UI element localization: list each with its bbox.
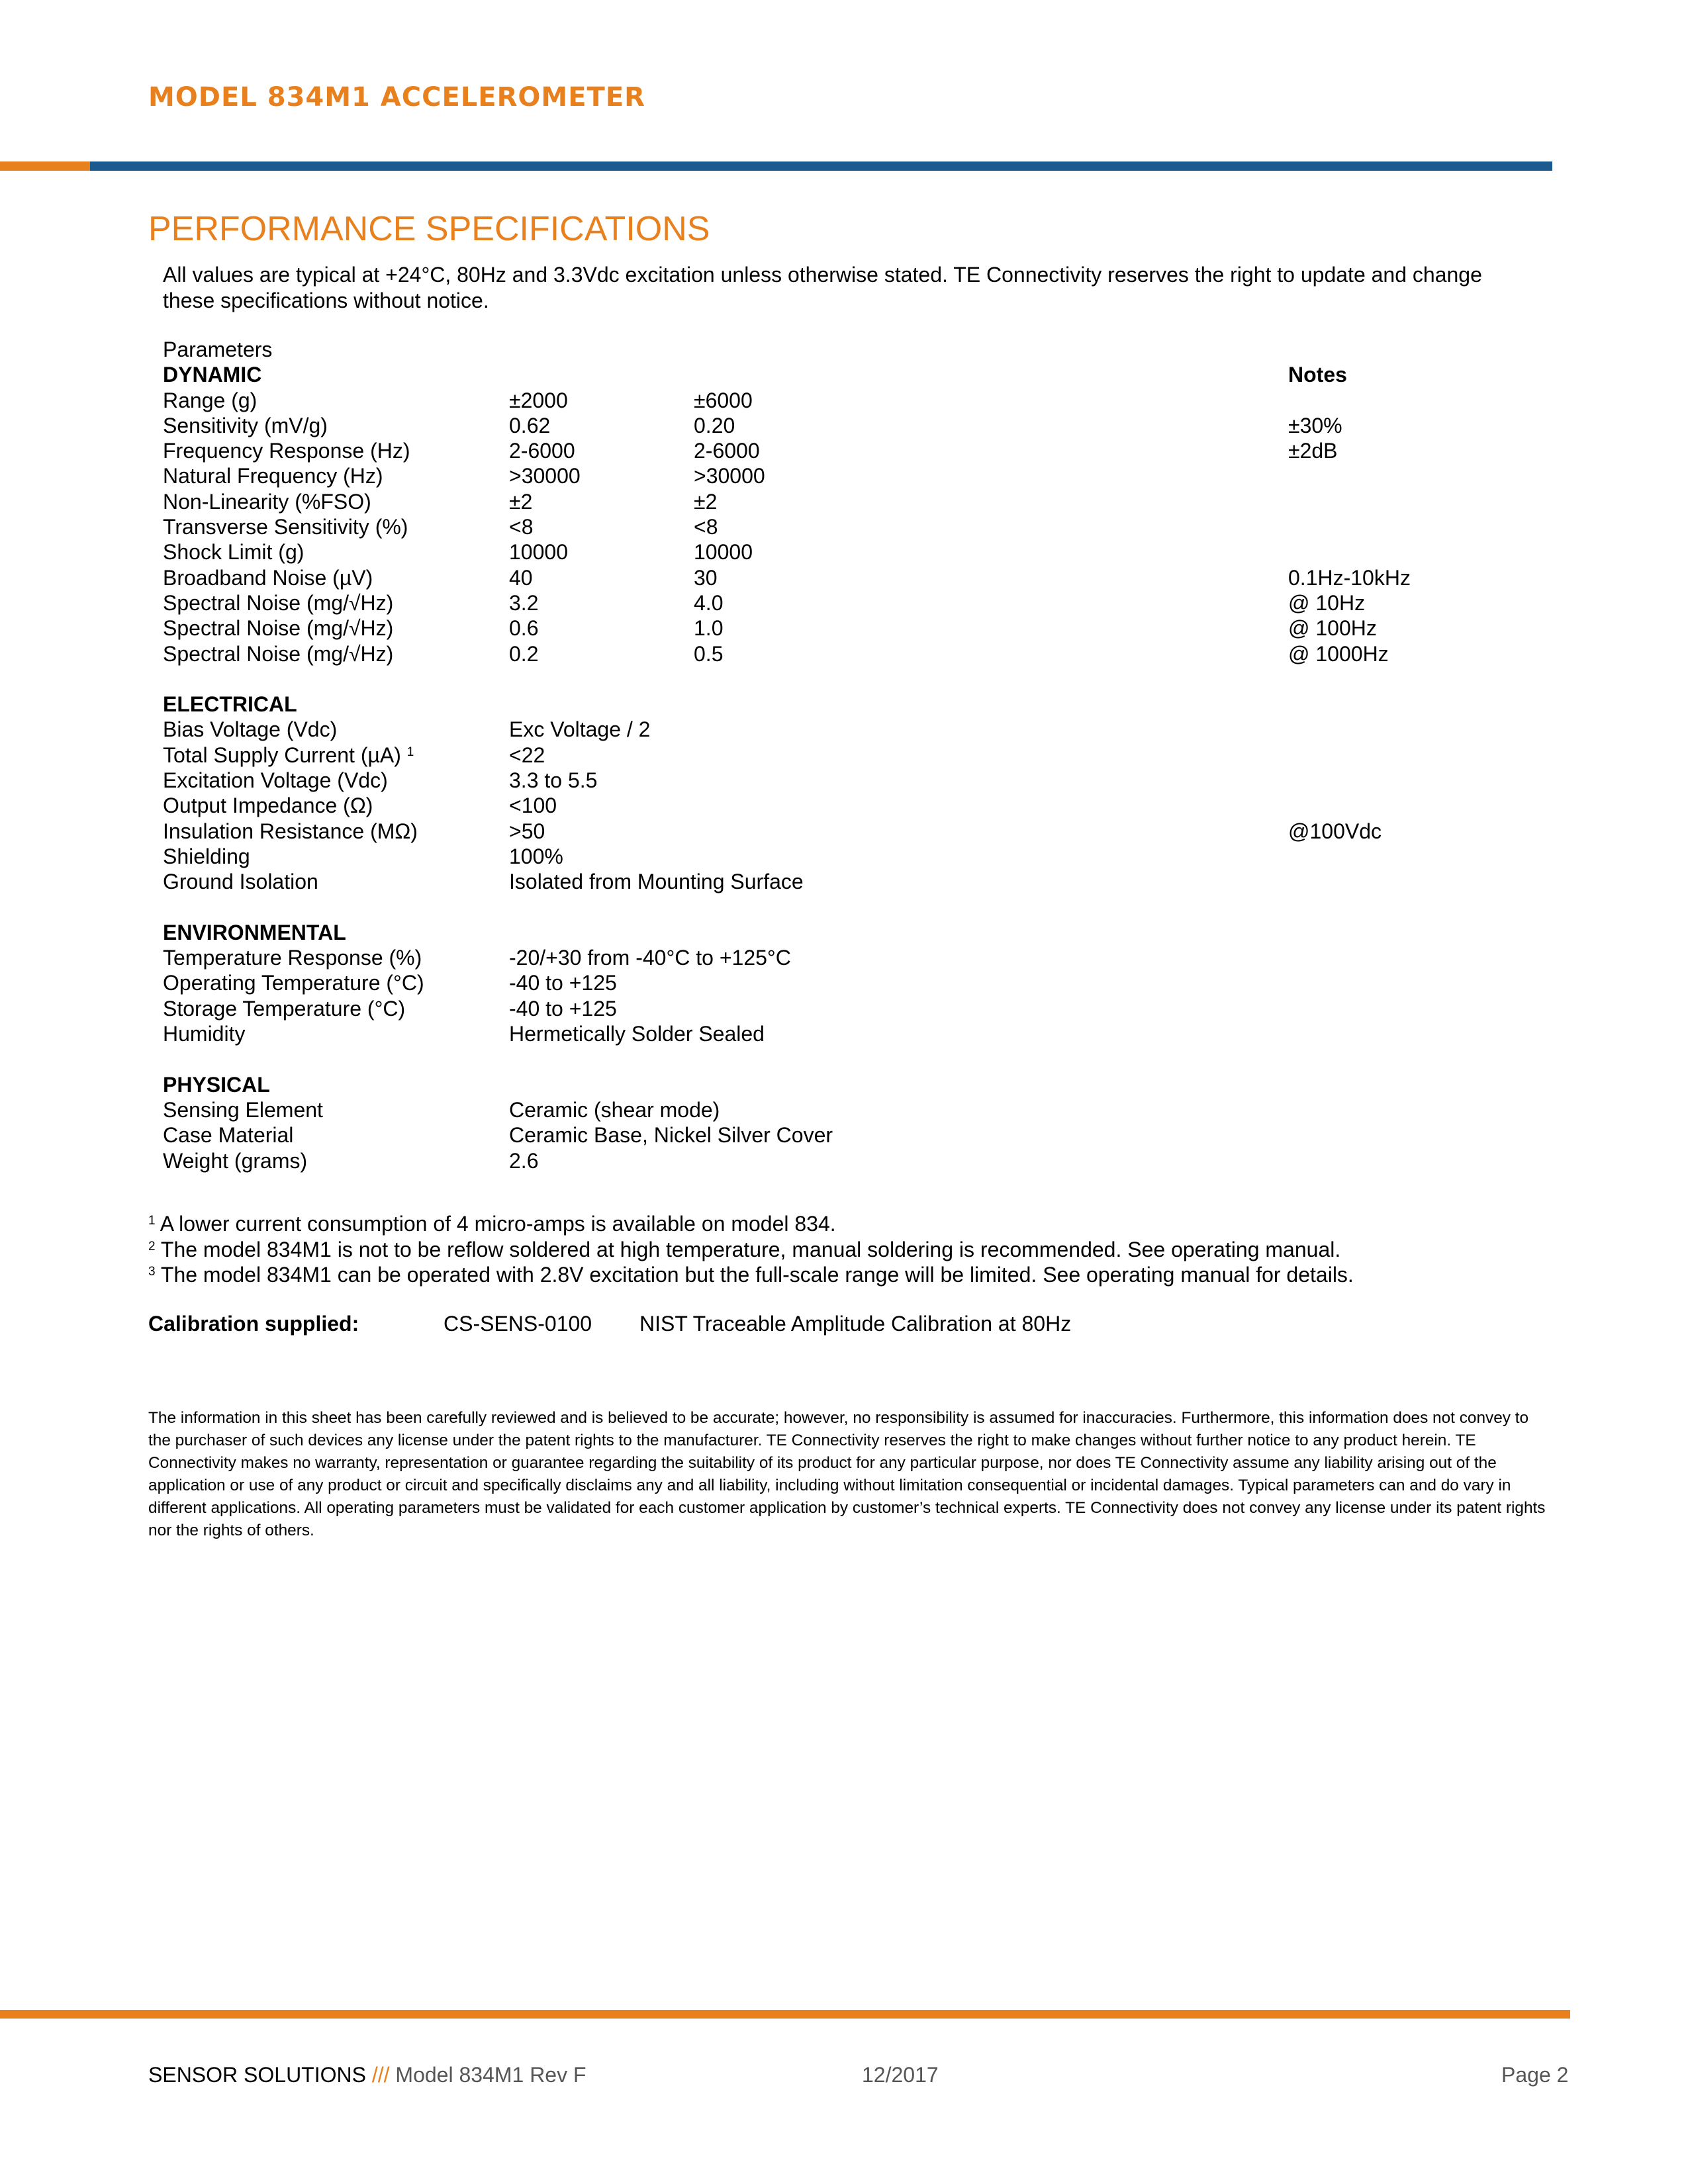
section-heading-environmental: ENVIRONMENTAL — [163, 920, 346, 944]
footnote-ref: 1 — [406, 745, 414, 759]
footer-left — [148, 2063, 586, 2087]
param-value: -20/+30 from -40°C to +125°C — [509, 946, 791, 970]
param-note: @ 1000Hz — [1288, 641, 1389, 666]
param-name: Case Material — [163, 1123, 294, 1148]
param-name: Operating Temperature (°C) — [163, 971, 424, 995]
notes-heading: Notes — [1288, 363, 1347, 387]
value-6000g: 1.0 — [694, 616, 724, 641]
footer-rule — [0, 2010, 1570, 2019]
param-name: Humidity — [163, 1022, 246, 1046]
param-value: Ceramic (shear mode) — [509, 1097, 720, 1122]
value-2000g: 10000 — [509, 540, 568, 565]
value-2000g: >30000 — [509, 464, 581, 488]
value-2000g: 0.6 — [509, 616, 539, 641]
param-name: Range (g) — [163, 388, 258, 412]
section-title: PERFORMANCE SPECIFICATIONS — [148, 210, 710, 248]
param-name: Shielding — [163, 844, 250, 868]
page-number: Page 2 — [1501, 2063, 1569, 2087]
footer-separator: /// — [365, 2063, 396, 2087]
footer-model-rev: Model 834M1 Rev F — [395, 2063, 586, 2087]
param-name: Non-Linearity (%FSO) — [163, 489, 371, 514]
value-2000g: 40 — [509, 565, 533, 590]
model-title: MODEL 834M1 ACCELEROMETER — [148, 82, 645, 113]
param-value: -40 to +125 — [509, 996, 617, 1021]
param-name: Total Supply Current (µA) $^1$ — [163, 743, 414, 767]
param-name: Ground Isolation — [163, 870, 318, 894]
param-note: ±30% — [1288, 413, 1342, 437]
param-name: Weight (grams) — [163, 1148, 308, 1173]
value-6000g: 0.5 — [694, 641, 724, 666]
param-value: 3.3 to 5.5 — [509, 768, 598, 793]
param-value: Exc Voltage / 2 — [509, 717, 651, 742]
value-6000g: 0.20 — [694, 413, 735, 437]
param-name: Spectral Noise (mg/√Hz) — [163, 590, 394, 615]
param-value: Isolated from Mounting Surface — [509, 870, 804, 894]
section-heading-dynamic: DYNAMIC — [163, 363, 262, 387]
value-6000g: 10000 — [694, 540, 753, 565]
value-6000g: <8 — [694, 515, 718, 539]
param-note: @100Vdc — [1288, 819, 1382, 843]
param-name: Broadband Noise (µV) — [163, 565, 373, 590]
param-name: Excitation Voltage (Vdc) — [163, 768, 388, 793]
footnotes — [148, 1211, 1354, 1288]
param-name: Spectral Noise (mg/√Hz) — [163, 641, 394, 666]
value-2000g: 2-6000 — [509, 439, 575, 463]
param-name: Shock Limit (g) — [163, 540, 305, 565]
value-2000g: 3.2 — [509, 590, 539, 615]
footnote: $^1$ A lower current consumption of 4 micro-amps is available on model 834. — [148, 1212, 836, 1236]
value-2000g: 0.62 — [509, 413, 551, 437]
calibration-code: CS-SENS-0100 — [444, 1312, 592, 1336]
parameters-label: Parameters — [163, 338, 273, 361]
disclaimer: The information in this sheet has been carefully reviewed and is believed to be accurate; however, no responsibility is assumed for inaccuracies. Furthermore, this information does not convey to the purchaser of such devices any license under the patent rights to the manufacturer. TE Connectivity reserves the right to make changes without further notice to any product herein. TE Connectivity makes no warranty, representation or guarantee regarding the suitability of its product for any particular purpose, nor does TE Connectivity assume any liability arising out of the application or use of any product or circuit and specifically disclaims any and all liability, including without limitation consequential or incidental damages. Typical parameters can and do vary in different applications. All operating parameters must be validated for each customer application by customer’s technical experts. TE Connectivity does not convey any license under its patent rights nor the rights of others. — [148, 1409, 1546, 1539]
param-name: Temperature Response (%) — [163, 946, 422, 970]
param-value: 100% — [509, 844, 563, 868]
param-name: Sensitivity (mV/g) — [163, 413, 328, 437]
footnote: $^2$ The model 834M1 is not to be reflow soldered at high temperature, manual soldering is recommended. See operating manual. — [148, 1237, 1341, 1261]
value-6000g: ±2 — [694, 489, 718, 514]
param-name: Output Impedance (Ω) — [163, 794, 373, 818]
param-note: 0.1Hz-10kHz — [1288, 565, 1411, 590]
param-value: 2.6 — [509, 1148, 539, 1173]
param-name: Storage Temperature (°C) — [163, 996, 406, 1021]
intro-text: All values are typical at +24°C, 80Hz and 3.3Vdc excitation unless otherwise stated. TE Connectivity reserves the right to update and change these specifications without notice. — [163, 263, 1482, 312]
calibration-label: Calibration supplied: — [148, 1312, 359, 1336]
param-name: Insulation Resistance (MΩ) — [163, 819, 418, 843]
param-value: <22 — [509, 743, 545, 767]
param-value: <100 — [509, 794, 557, 818]
param-value: Hermetically Solder Sealed — [509, 1022, 765, 1046]
value-6000g: 30 — [694, 565, 718, 590]
value-2000g: ±2000 — [509, 388, 568, 412]
param-name: Natural Frequency (Hz) — [163, 464, 383, 488]
section-heading-electrical: ELECTRICAL — [163, 692, 297, 717]
param-name: Bias Voltage (Vdc) — [163, 717, 338, 742]
param-value: -40 to +125 — [509, 971, 617, 995]
value-6000g: ±6000 — [694, 388, 753, 412]
param-name: Sensing Element — [163, 1097, 323, 1122]
calibration-description: NIST Traceable Amplitude Calibration at 80Hz — [639, 1312, 1072, 1336]
param-note: @ 100Hz — [1288, 616, 1377, 641]
param-note: @ 10Hz — [1288, 590, 1366, 615]
param-name: Transverse Sensitivity (%) — [163, 515, 408, 539]
value-6000g: >30000 — [694, 464, 765, 488]
header-rule-blue — [90, 161, 1552, 171]
param-value: >50 — [509, 819, 545, 843]
value-6000g: 2-6000 — [694, 439, 760, 463]
param-note: ±2dB — [1288, 439, 1338, 463]
section-heading-physical: PHYSICAL — [163, 1072, 270, 1097]
value-2000g: ±2 — [509, 489, 533, 514]
value-2000g: 0.2 — [509, 641, 539, 666]
footnote: $^3$ The model 834M1 can be operated with 2.8V excitation but the full-scale range will be limited. See operating manual for details. — [148, 1263, 1354, 1287]
footer-date: 12/2017 — [862, 2063, 939, 2087]
value-2000g: <8 — [509, 515, 534, 539]
header-rule-orange — [0, 161, 90, 171]
param-name: Frequency Response (Hz) — [163, 439, 410, 463]
param-value: Ceramic Base, Nickel Silver Cover — [509, 1123, 833, 1148]
footer-brand: SENSOR SOLUTIONS — [148, 2063, 366, 2087]
value-6000g: 4.0 — [694, 590, 724, 615]
param-name: Spectral Noise (mg/√Hz) — [163, 616, 394, 641]
